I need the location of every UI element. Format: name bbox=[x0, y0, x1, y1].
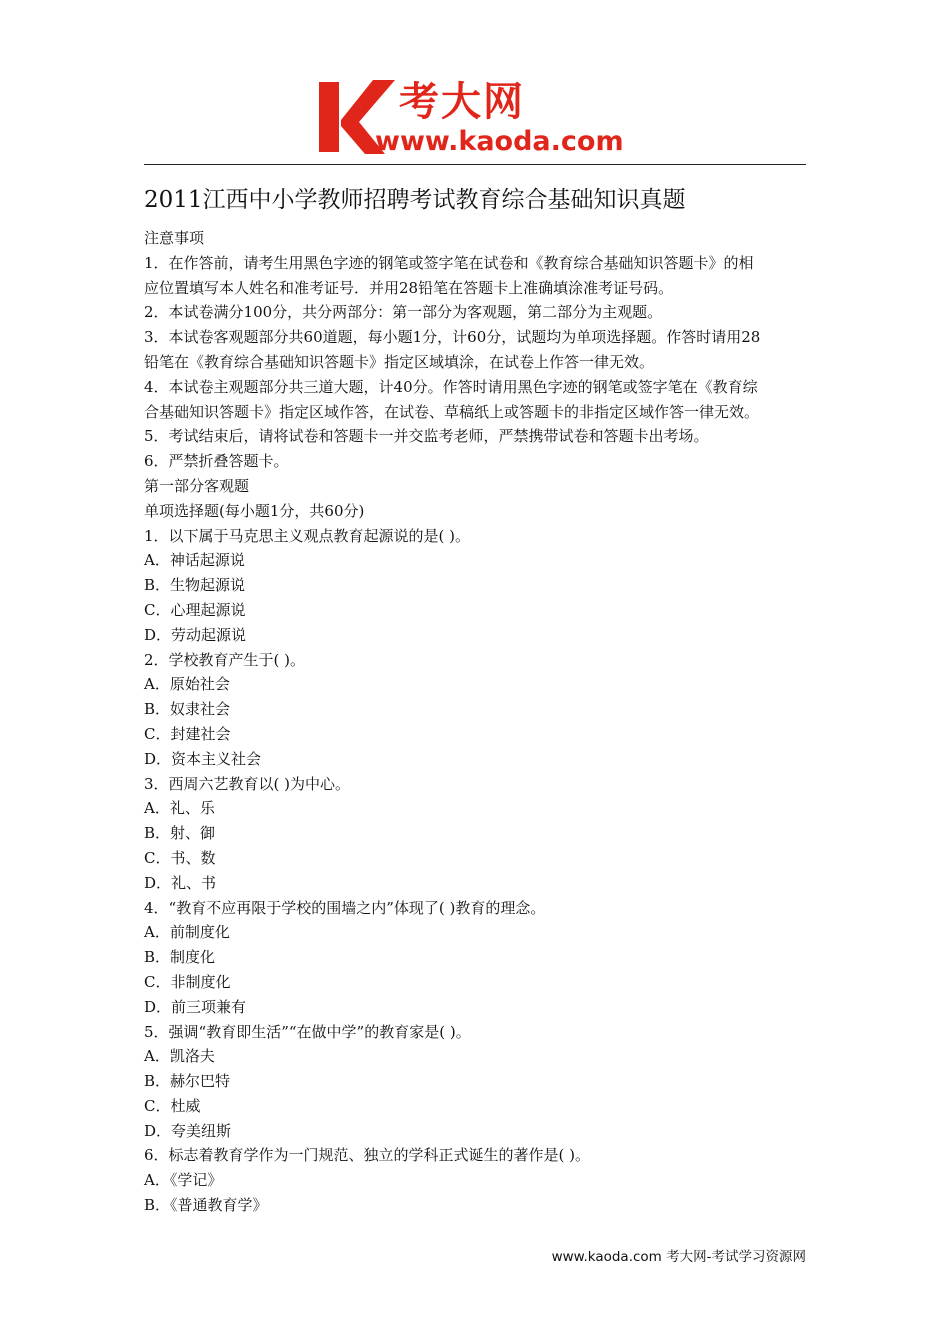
answer-option: B．赫尔巴特 bbox=[144, 1072, 231, 1091]
section-heading: 第一部分客观题 bbox=[144, 476, 250, 495]
answer-option: A．神话起源说 bbox=[144, 551, 245, 570]
question: 6．标志着教育学作为一门规范、独立的学科正式诞生的著作是( )。 bbox=[144, 1146, 591, 1165]
answer-option: B．奴隶社会 bbox=[144, 700, 231, 719]
text-line: 5．考试结束后，请将试卷和答题卡一并交监考老师，严禁携带试卷和答题卡出考场。 bbox=[144, 427, 709, 446]
document-body bbox=[144, 226, 808, 1218]
answer-option: A．前制度化 bbox=[144, 923, 230, 942]
answer-option: C．封建社会 bbox=[144, 724, 231, 743]
text-line: 铅笔在《教育综合基础知识答题卡》指定区域填涂，在试卷上作答一律无效。 bbox=[144, 352, 655, 371]
logo-url-text: www.kaoda.com bbox=[375, 126, 624, 157]
text-line: 1．在作答前，请考生用黑色字迹的钢笔或签字笔在试卷和《教育综合基础知识答题卡》的相 bbox=[144, 253, 754, 272]
question: 3．西周六艺教育以( )为中心。 bbox=[144, 774, 351, 793]
site-logo bbox=[315, 76, 645, 158]
question: 1．以下属于马克思主义观点教育起源说的是( )。 bbox=[144, 526, 471, 545]
answer-option: A．原始社会 bbox=[144, 675, 230, 694]
text-line: 6．严禁折叠答题卡。 bbox=[144, 452, 289, 471]
answer-option: C．心理起源说 bbox=[144, 600, 246, 619]
answer-option: B．射、御 bbox=[144, 824, 216, 843]
footer-text: www.kaoda.com 考大网-考试学习资源网 bbox=[551, 1249, 806, 1265]
text-line: 注意事项 bbox=[144, 229, 205, 247]
answer-option: B．制度化 bbox=[144, 948, 216, 967]
answer-option: D．礼、书 bbox=[144, 873, 217, 892]
text-line: 应位置填写本人姓名和准考证号．并用28铅笔在答题卡上准确填涂准考证号码。 bbox=[144, 278, 674, 297]
text-line: 2．本试卷满分100分，共分两部分：第一部分为客观题，第二部分为主观题。 bbox=[144, 303, 663, 322]
answer-option: B．生物起源说 bbox=[144, 576, 246, 595]
document-title: 2011江西中小学教师招聘考试教育综合基础知识真题 bbox=[144, 187, 686, 213]
question: 4．“教育不应再限于学校的围墙之内”体现了( )教育的理念。 bbox=[144, 898, 546, 917]
answer-option: A．凯洛夫 bbox=[144, 1047, 215, 1066]
logo-text-cn: 考大网 bbox=[399, 79, 525, 125]
question: 5．强调“教育即生活”“在做中学”的教育家是( )。 bbox=[144, 1022, 471, 1041]
question: 2．学校教育产生于( )。 bbox=[144, 650, 306, 669]
answer-option: D．前三项兼有 bbox=[144, 997, 247, 1016]
answer-option: C．非制度化 bbox=[144, 972, 231, 991]
answer-option: B．《普通教育学》 bbox=[144, 1196, 268, 1215]
answer-option: D．夸美纽斯 bbox=[144, 1121, 232, 1140]
answer-option: D．资本主义社会 bbox=[144, 749, 262, 768]
answer-option: C．杜威 bbox=[144, 1096, 201, 1115]
header-divider bbox=[144, 164, 806, 165]
answer-option: A．礼、乐 bbox=[144, 799, 215, 818]
section-subheading: 单项选择题(每小题1分，共60分) bbox=[144, 501, 365, 520]
text-line: 合基础知识答题卡》指定区域作答，在试卷、草稿纸上或答题卡的非指定区域作答一律无效。 bbox=[144, 402, 760, 421]
text-line: 4．本试卷主观题部分共三道大题，计40分。作答时请用黑色字迹的钢笔或签字笔在《教育综 bbox=[144, 377, 758, 396]
answer-option: A．《学记》 bbox=[144, 1171, 223, 1190]
text-line: 3．本试卷客观题部分共60道题，每小题1分，计60分，试题均为单项选择题。作答时请用28 bbox=[144, 328, 761, 347]
answer-option: C．书、数 bbox=[144, 848, 216, 867]
answer-option: D．劳动起源说 bbox=[144, 625, 247, 644]
